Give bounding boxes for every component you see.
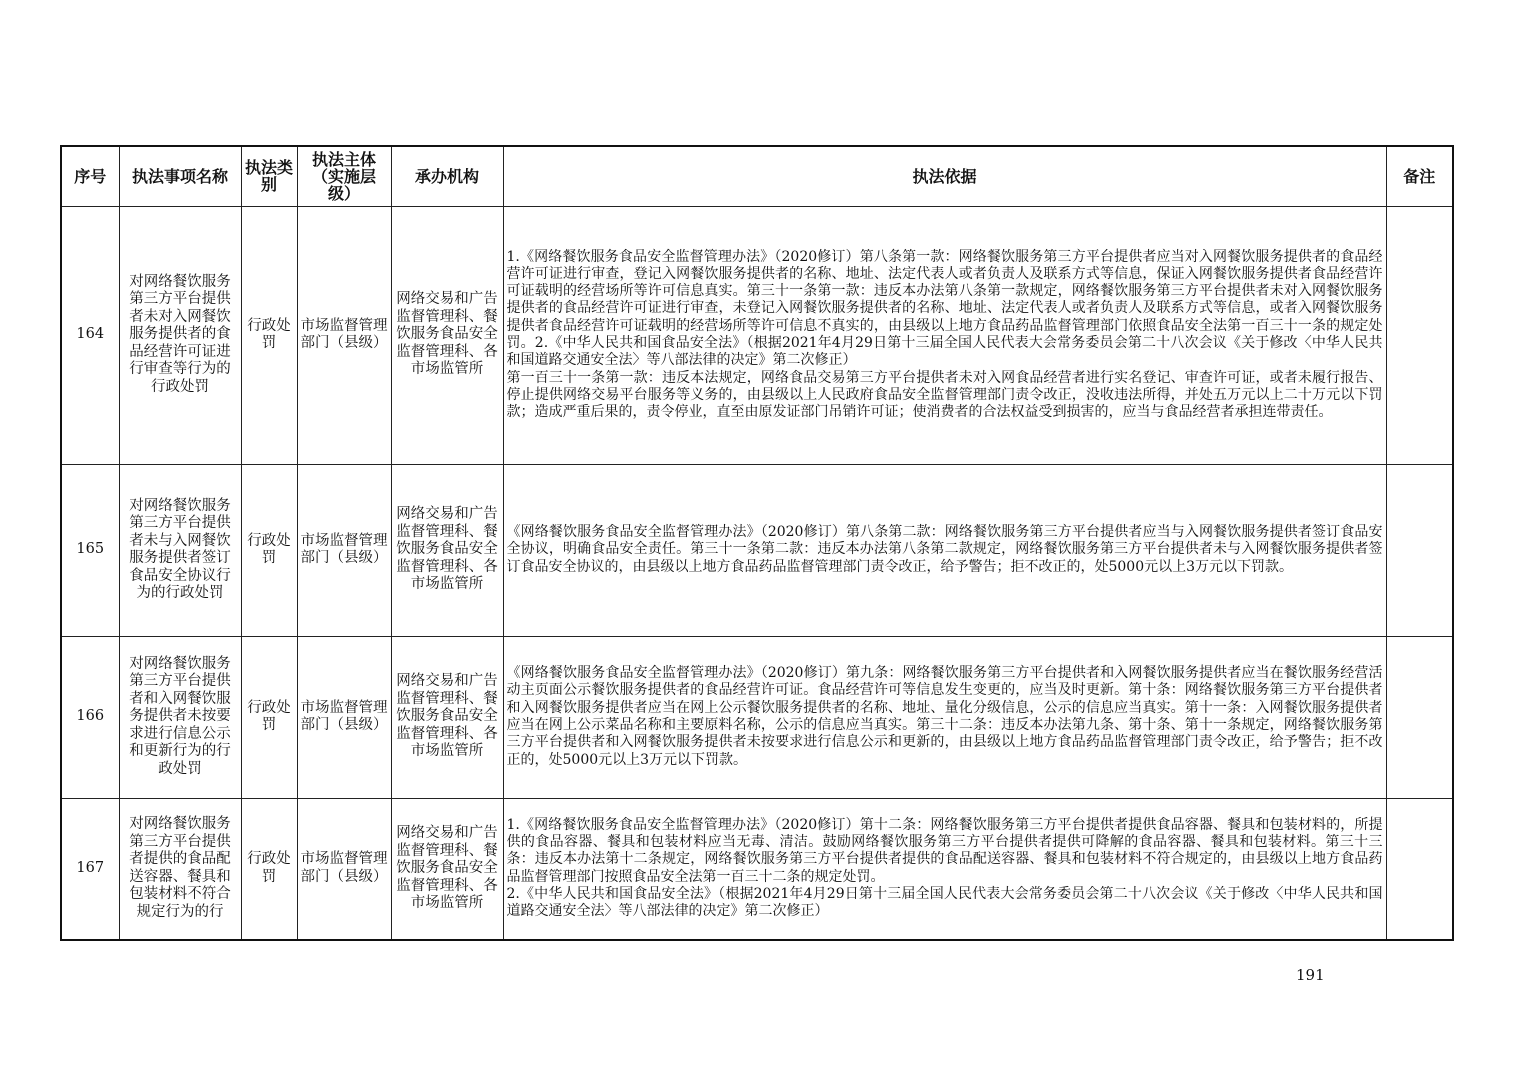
row-seq: 167 xyxy=(61,798,119,940)
header-row xyxy=(61,146,1453,206)
basis-paragraph: 《网络餐饮服务食品安全监督管理办法》（2020修订）第九条：网络餐饮服务第三方平台提供者和入网餐饮服务提供者应当在餐饮服务经营活动主页面公示餐饮服务提供者的食品经营许可证。食品经营许可等信息发生变更的，应当及时更新。第十条：网络餐饮服务第三方平台提供者和入网餐饮服务提供者应当在网上公示餐饮服务提供者的名称、地址、量化分级信息，公示的信息应当真实。第十一条：入网餐饮服务提供者应当在网上公示菜品名称和主要原料名称，公示的信息应当真实。第三十二条：违反本办法第九条、第十条、第十一条规定，网络餐饮服务第三方平台提供者和入网餐饮服务提供者未按要求进行信息公示和更新的，由县级以上地方食品药品监督管理部门责令改正，给予警告；拒不改正的，处5000元以上3万元以下罚款。 xyxy=(506,665,1383,768)
row-item-name: 对网络餐饮服务第三方平台提供者未与入网餐饮服务提供者签订食品安全协议行为的行政处罚 xyxy=(119,464,241,636)
basis-paragraph: 第一百三十一条第一款：违反本法规定，网络食品交易第三方平台提供者未对入网食品经营者进行实名登记、审查许可证，或者未履行报告、停止提供网络交易平台服务等义务的，由县级以上人民政府食品安全监督管理部门责令改正，没收违法所得，并处五万元以上二十万元以下罚款；造成严重后果的，责令停业，直至由原发证部门吊销许可证；使消费者的合法权益受到损害的，应当与食品经营者承担连带责任。 xyxy=(506,369,1383,421)
header-item-name: 执法事项名称 xyxy=(119,146,241,206)
row-subject: 市场监督管理部门（县级） xyxy=(297,464,391,636)
basis-paragraph: 1.《网络餐饮服务食品安全监督管理办法》（2020修订）第十二条：网络餐饮服务第三方平台提供者提供食品容器、餐具和包装材料的，所提供的食品容器、餐具和包装材料应当无毒、清洁。鼓励网络餐饮服务第三方平台提供者提供可降解的食品容器、餐具和包装材料。第三十三条：违反本办法第十二条规定，网络餐饮服务第三方平台提供者提供的食品配送容器、餐具和包装材料不符合规定的，由县级以上地方食品药品监督管理部门按照食品安全法第一百三十二条的规定处罚。 xyxy=(506,816,1383,885)
table-row xyxy=(61,206,1453,464)
row-org: 网络交易和广告监督管理科、餐饮服务食品安全监督管理科、各市场监管所 xyxy=(391,206,503,464)
header-basis: 执法依据 xyxy=(503,146,1386,206)
header-seq: 序号 xyxy=(61,146,119,206)
row-org: 网络交易和广告监督管理科、餐饮服务食品安全监督管理科、各市场监管所 xyxy=(391,636,503,798)
row-seq: 166 xyxy=(61,636,119,798)
table-row xyxy=(61,464,1453,636)
row-subject: 市场监督管理部门（县级） xyxy=(297,636,391,798)
basis-paragraph: 1.《网络餐饮服务食品安全监督管理办法》（2020修订）第八条第一款：网络餐饮服务第三方平台提供者应当对入网餐饮服务提供者的食品经营许可证进行审查，登记入网餐饮服务提供者的名称、地址、法定代表人或者负责人及联系方式等信息，保证入网餐饮服务提供者食品经营许可证载明的经营场所等许可信息真实。第三十一条第一款：违反本办法第八条第一款规定，网络餐饮服务第三方平台提供者未对入网餐饮服务提供者的食品经营许可证进行审查，未登记入网餐饮服务提供者的名称、地址、法定代表人或者负责人及联系方式等信息，或者入网餐饮服务提供者食品经营许可证载明的经营场所等许可信息不真实的，由县级以上地方食品药品监督管理部门依照食品安全法第一百三十一条的规定处罚。2.《中华人民共和国食品安全法》（根据2021年4月29日第十三届全国人民代表大会常务委员会第二十八次会议《关于修改〈中华人民共和国道路交通安全法〉等八部法律的决定》第二次修正） xyxy=(506,248,1383,369)
row-type: 行政处罚 xyxy=(241,464,297,636)
row-note xyxy=(1386,636,1453,798)
basis-paragraph: 2.《中华人民共和国食品安全法》（根据2021年4月29日第十三届全国人民代表大会常务委员会第二十八次会议《关于修改〈中华人民共和国道路交通安全法〉等八部法律的决定》第二次修正） xyxy=(506,886,1383,920)
row-subject: 市场监督管理部门（县级） xyxy=(297,798,391,940)
row-basis xyxy=(503,636,1386,798)
row-item-name: 对网络餐饮服务第三方平台提供者提供的食品配送容器、餐具和包装材料不符合规定行为的行 xyxy=(119,798,241,940)
row-note xyxy=(1386,798,1453,940)
row-item-name: 对网络餐饮服务第三方平台提供者和入网餐饮服务提供者未按要求进行信息公示和更新行为的行政处罚 xyxy=(119,636,241,798)
header-note: 备注 xyxy=(1386,146,1453,206)
enforcement-table xyxy=(60,145,1454,941)
table-row xyxy=(61,798,1453,940)
row-seq: 164 xyxy=(61,206,119,464)
header-subject: 执法主体（实施层级） xyxy=(297,146,391,206)
row-basis xyxy=(503,206,1386,464)
row-type: 行政处罚 xyxy=(241,206,297,464)
row-type: 行政处罚 xyxy=(241,798,297,940)
row-org: 网络交易和广告监督管理科、餐饮服务食品安全监督管理科、各市场监管所 xyxy=(391,464,503,636)
row-type: 行政处罚 xyxy=(241,636,297,798)
page-number: 191 xyxy=(1296,966,1325,984)
row-subject: 市场监督管理部门（县级） xyxy=(297,206,391,464)
row-seq: 165 xyxy=(61,464,119,636)
header-type: 执法类别 xyxy=(241,146,297,206)
row-note xyxy=(1386,206,1453,464)
basis-paragraph: 《网络餐饮服务食品安全监督管理办法》（2020修订）第八条第二款：网络餐饮服务第三方平台提供者应当与入网餐饮服务提供者签订食品安全协议，明确食品安全责任。第三十一条第二款：违反本办法第八条第二款规定，网络餐饮服务第三方平台提供者未与入网餐饮服务提供者签订食品安全协议的，由县级以上地方食品药品监督管理部门责令改正，给予警告；拒不改正的，处5000元以上3万元以下罚款。 xyxy=(506,524,1383,575)
row-basis xyxy=(503,464,1386,636)
row-item-name: 对网络餐饮服务第三方平台提供者未对入网餐饮服务提供者的食品经营许可证进行审查等行为的行政处罚 xyxy=(119,206,241,464)
row-basis xyxy=(503,798,1386,940)
row-org: 网络交易和广告监督管理科、餐饮服务食品安全监督管理科、各市场监管所 xyxy=(391,798,503,940)
header-org: 承办机构 xyxy=(391,146,503,206)
row-note xyxy=(1386,464,1453,636)
table-row xyxy=(61,636,1453,798)
